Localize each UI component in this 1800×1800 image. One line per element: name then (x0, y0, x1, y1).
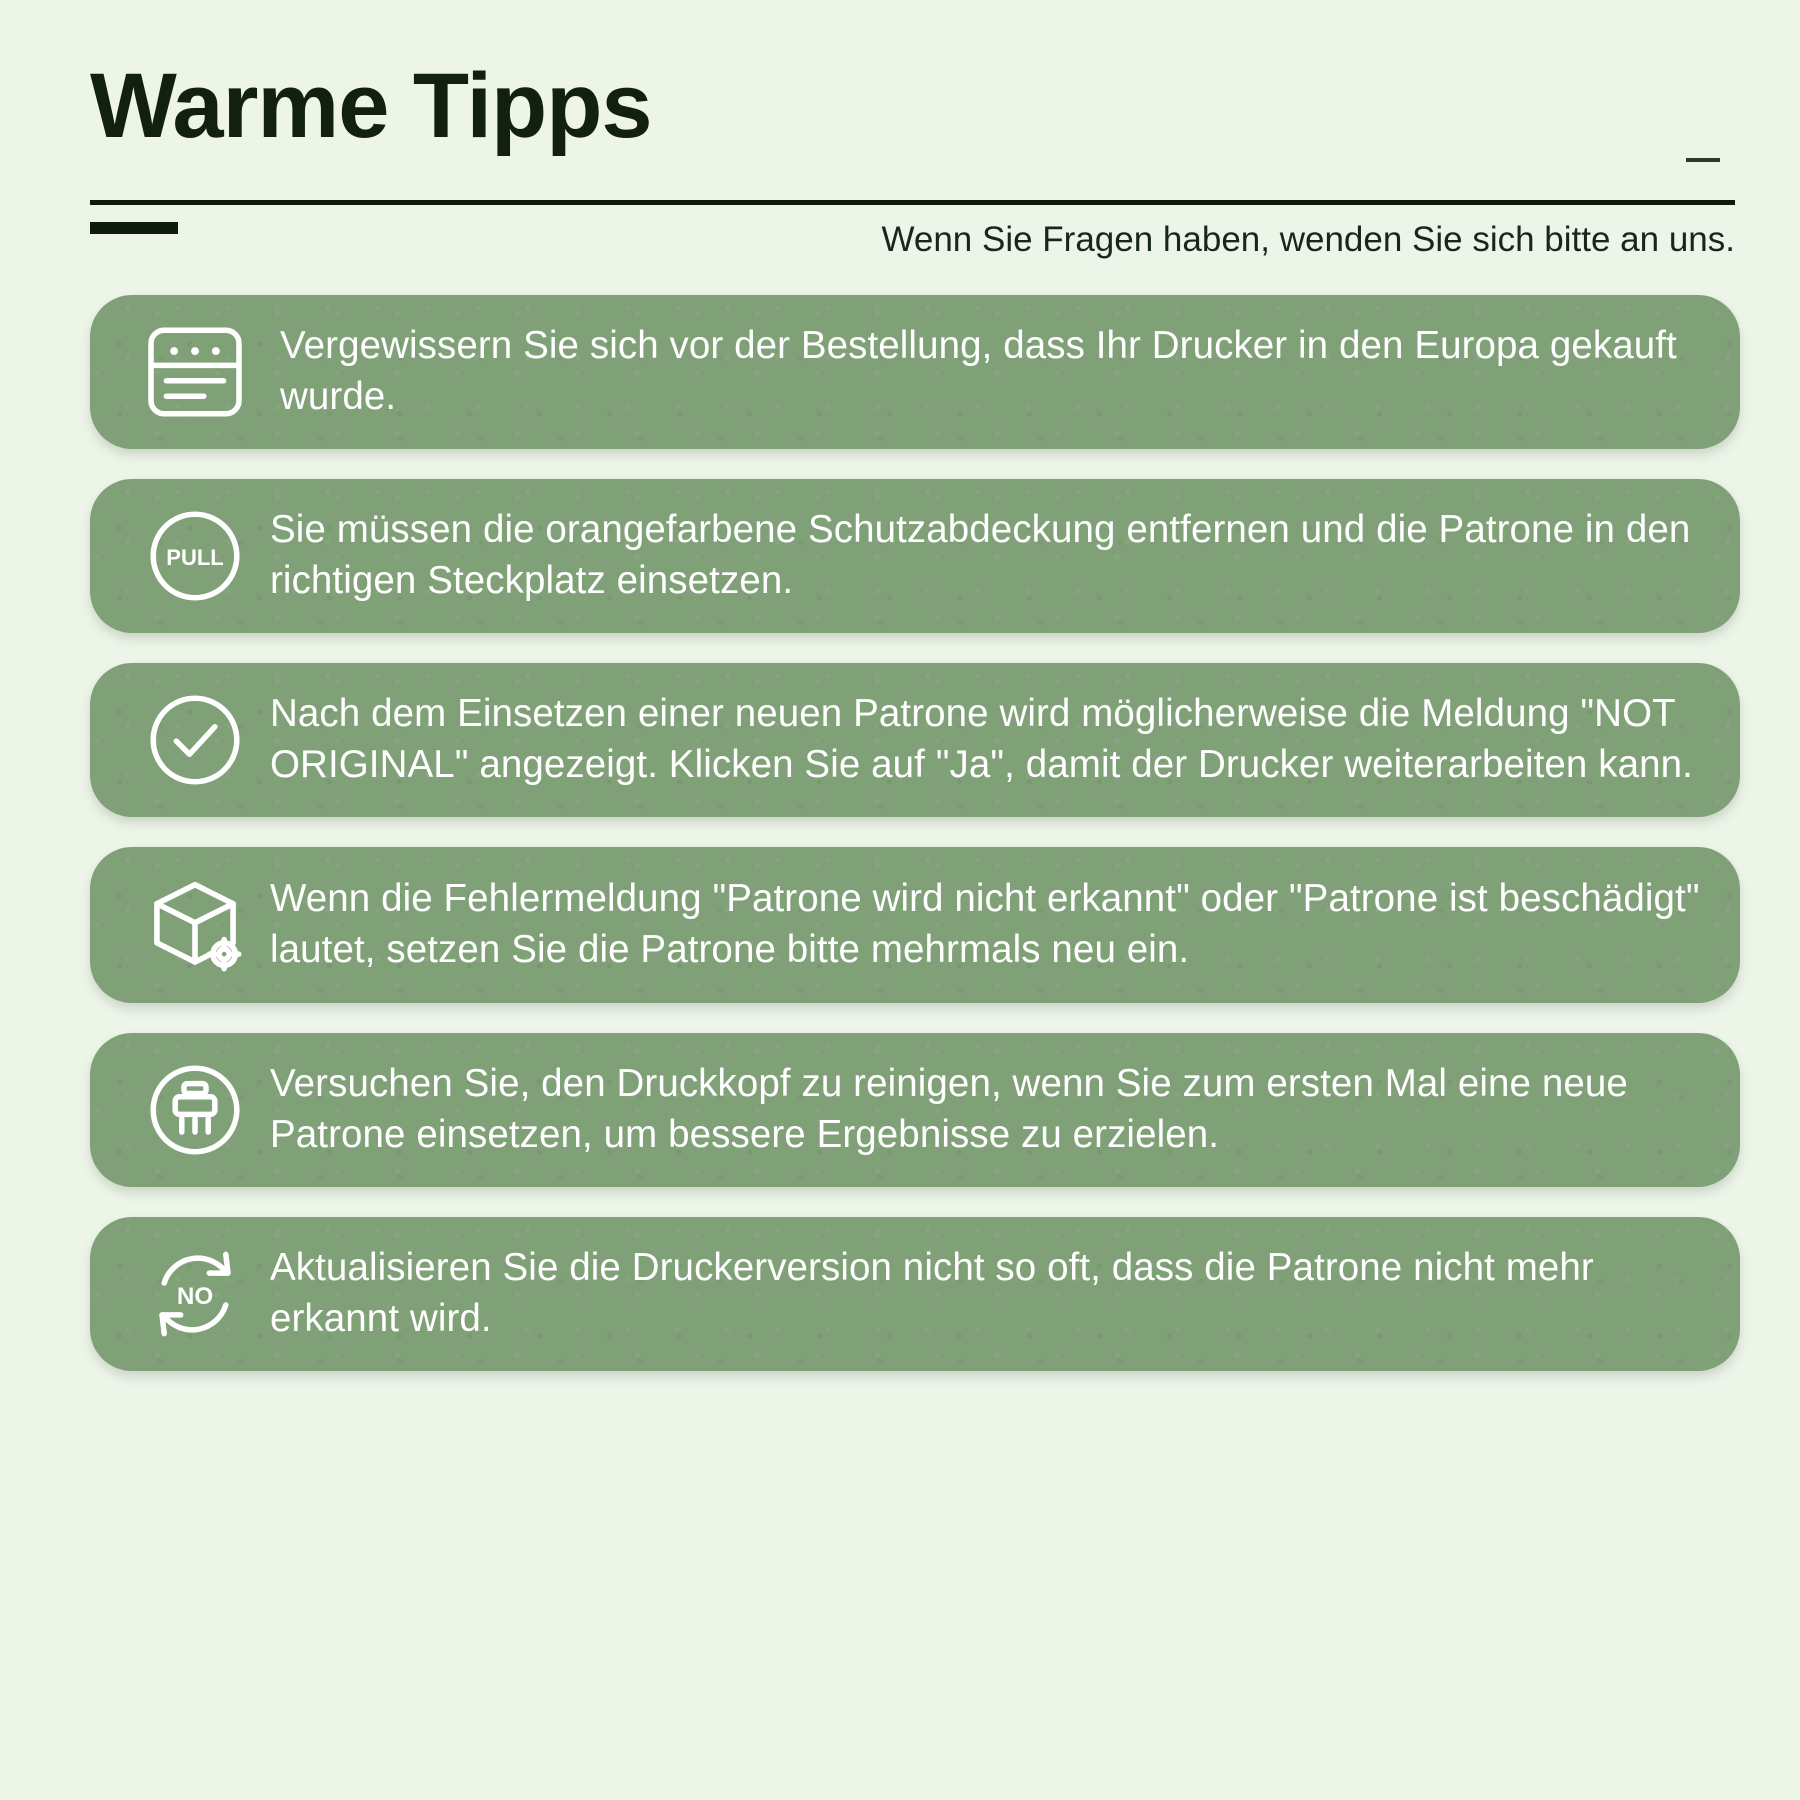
tip-text: Sie müssen die orangefarbene Schutzabdeckung entfernen und die Patrone in den richtigen Steckplatz einsetzen. (270, 508, 1691, 602)
minus-icon (1686, 158, 1720, 162)
check-circle-icon (120, 685, 270, 795)
tip-text: Nach dem Einsetzen einer neuen Patrone wird möglicherweise die Meldung "NOT ORIGINAL" angezeigt. Klicken Sie auf "Ja", damit der Drucker weiterarbeiten kann. (270, 692, 1693, 786)
svg-text:NO: NO (176, 1282, 214, 1310)
tip-card (90, 479, 1740, 633)
tip-card (90, 1217, 1740, 1371)
no-update-icon (120, 1239, 270, 1349)
tip-card (90, 295, 1740, 449)
tip-text: Versuchen Sie, den Druckkopf zu reinigen, wenn Sie zum ersten Mal eine neue Patrone einsetzen, um bessere Ergebnisse zu erzielen. (270, 1062, 1628, 1156)
box-gear-icon (120, 869, 270, 981)
header-subtitle: Wenn Sie Fragen haben, wenden Sie sich bitte an uns. (881, 220, 1735, 259)
tip-card (90, 1033, 1740, 1187)
page-title: Warme Tipps (90, 55, 652, 157)
header-divider (90, 200, 1735, 205)
svg-text:PULL: PULL (166, 544, 224, 570)
tip-text: Aktualisieren Sie die Druckerversion nicht so oft, dass die Patrone nicht mehr erkannt wird. (270, 1246, 1594, 1340)
printhead-clean-icon (120, 1055, 270, 1165)
tip-text: Vergewissern Sie sich vor der Bestellung, dass Ihr Drucker in den Europa gekauft wurde. (280, 324, 1677, 418)
tip-text: Wenn die Fehlermeldung "Patrone wird nicht erkannt" oder "Patrone ist beschädigt" lautet, setzen Sie die Patrone bitte mehrmals neu ein. (270, 877, 1700, 971)
tips-list (90, 295, 1740, 1371)
tip-card (90, 847, 1740, 1003)
page-header (90, 50, 1740, 265)
tip-card (90, 663, 1740, 817)
printer-panel-icon (120, 317, 270, 427)
header-accent-dash (90, 222, 178, 234)
pull-tab-icon (120, 501, 270, 611)
